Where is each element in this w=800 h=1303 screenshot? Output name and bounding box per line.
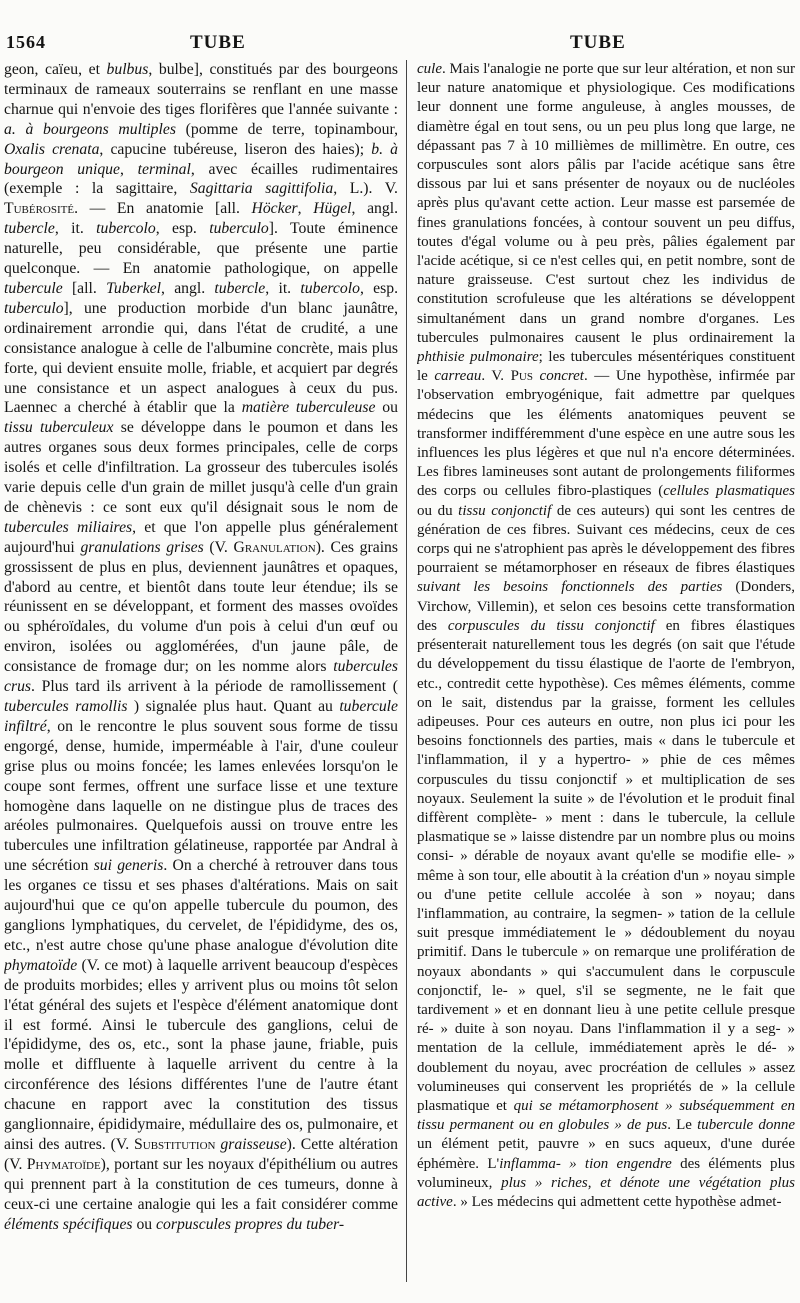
right-column-run: carreau (434, 368, 482, 385)
left-column-run: ou (132, 1215, 157, 1233)
left-column-run: granulations grises (80, 538, 204, 556)
left-column-run: Tubérosité (4, 200, 75, 218)
right-column-run: (Donders, Virchow, Villemin), et selon ces besoins cette transformation des (417, 579, 795, 634)
right-column-run: tubercule donne (697, 1117, 795, 1134)
left-column-run: phymatoïde (4, 956, 78, 974)
left-column-run: Granulation (233, 538, 316, 556)
left-column-run: ]. Toute éminence naturelle, peu considérable, que présente une partie quelconque. — En anatomie pathologique, on appelle (4, 220, 398, 278)
left-column-run: , et que l'on appelle plus généralement aujourd'hui (4, 518, 398, 556)
right-column-run: de ces auteurs) qui sont les centres de génération de ces fibres. Suivant ces médecins, ceux de ces corps qui ne s'atrophient pas après le développement des fibres pourraient se métamorphoser en réseaux de fibres élastiques (417, 502, 795, 577)
left-column-run: , (120, 160, 138, 178)
left-column-run: (V. (203, 538, 234, 556)
left-column-run: , bulbe], constitués par des bourgeons terminaux de rameaux souterrains se renflant en une masse charnue qui n'envoie des tiges florifères que l'année suivante : (4, 61, 398, 118)
right-column-run: . — Une hypothèse, infirmée par l'observation embryogénique, fait admettre par quelques médecins que les éléments anatomiques peuvent se transformer indifféremment d'une espèce en une autre sous les influences les plus légères et que nul n'a encore déterminées. Les fibres lamineuses sont autant de prolongements filiformes des corps ou cellules fibro-plastiques ( (417, 368, 795, 500)
left-column-run: ) signalée plus haut. Quant au (127, 698, 340, 715)
right-column-run: phthisie pulmonaire (417, 349, 539, 366)
page-number: 1564 (6, 32, 46, 52)
left-column-run: ). Cette altération (V. (4, 1135, 398, 1173)
left-column-run: bulbus (106, 61, 149, 78)
right-column-run: tissu conjonctif (458, 502, 552, 519)
right-column-run: Pus (510, 368, 533, 385)
left-column-run: , angl. (160, 279, 215, 297)
left-column (4, 60, 398, 1286)
left-column-run: tissu tuberculeux (4, 419, 114, 437)
left-column-run: , it. (54, 220, 97, 238)
right-column-run: , (587, 1174, 601, 1191)
left-column-run: , esp. (359, 279, 398, 297)
left-column-run: tubercules crus (4, 658, 398, 696)
left-column-run: corpuscules propres du tuber- (156, 1215, 345, 1233)
left-column-run: se développe dans le poumon et dans les autres organes sous deux formes principales, celle de corps isolés et celle d'infiltration. La grosseur des tubercules isolés varie depuis celle d'un grain de millet jusqu'à celle d'un grain de chènevis : ce sont eux qu'il désignait sous le nom de (4, 419, 398, 516)
right-column-run: . V. (481, 368, 511, 385)
right-column-run: qui se métamorphosent » subséquemment en tissu permanent ou en globules » de pus (417, 1097, 795, 1134)
right-column-run: suivant les besoins fonctionnels des parties (417, 579, 723, 596)
left-column-run: ). Ces grains grossissent de plus en plus, deviennent jaunâtres et opaques, d'abord au centre, et bientôt dans toute leur étendue; ils se réunissent en se développant, et forment des masses ovoïdes ou sphéroïdales, du volume d'un pois à celui d'un œuf ou environ, isolées ou agglomérées, d'un jaune pâle, de consistance de fromage dur; on les nomme alors (4, 538, 398, 676)
right-column-run: ; les tubercules mésentériques constituent le (417, 349, 795, 385)
left-column-run: ], une production morbide d'un blanc jaunâtre, ordinairement arrondie qui, dans l'état de crudité, a une consistance analogue à celle de l'albumine concrète, mais plus forte, qui devient ensuite molle, friable, et acquiert par degrés une consistance et un aspect analogues à ceux du pus. Laennec a cherché à établir que la (4, 299, 398, 417)
left-column-run: . On a cherché à retrouver dans tous les organes ce tissu et ses phases d'altérations. Mais on sait aujourd'hui que ce qu'on appelle tubercule du poumon, des ganglions lymphatiques, du cervelet, de l'épididyme, des os, etc., n'est autre chose qu'une phase analogue d'évolution dite (4, 857, 398, 954)
left-column-run: Höcker (251, 200, 298, 218)
left-column-run: tuberculo (4, 299, 64, 317)
right-column-run: plus » riches (501, 1174, 588, 1191)
left-column-run: tubercolo (96, 220, 156, 238)
right-column-run: concret (539, 368, 584, 385)
right-column-text (417, 60, 795, 1212)
left-column-run: , it. (265, 279, 301, 297)
left-column-run: , (297, 200, 314, 218)
right-column-run: un élément petit, pauvre » en sucs aqueux, d'une durée éphémère. L' (417, 1136, 795, 1172)
left-column-run: geon, caïeu, et (4, 61, 107, 78)
page-header (0, 28, 800, 56)
left-column-run: Tuberkel (106, 279, 161, 297)
left-column-run: , on le rencontre le plus souvent sous forme de tissu engorgé, dense, humide, imperméable à l'air, d'une couleur grise plus ou moins foncée; les lames enlevées lorsqu'on le coupe sont fermes, offrent une surface lisse et une texture homogène dans laquelle on ne distingue plus de traces des aréoles pulmonaires. Quelquefois aussi on trouve entre les tubercules une infiltration gélatineuse, rapportée par Andral à une sécrétion (4, 717, 398, 875)
left-column-run: Substitution (134, 1135, 216, 1153)
right-column-run: ou du (417, 502, 459, 519)
left-column-run: tubercule infiltré (4, 698, 398, 735)
right-column-run: corpuscules du tissu conjonctif (447, 617, 655, 634)
right-column-run: cule (417, 61, 442, 77)
left-column-run: éléments spécifiques (4, 1215, 133, 1233)
right-column (417, 60, 795, 1286)
left-column-run: (V. ce mot) à laquelle arrivent beaucoup d'espèces de produits morbides; elles y arrivent plus ou moins tôt selon l'état général des sujets et l'espèce d'élément anatomique dont il est formé. Ainsi le tubercule des ganglions, celui de l'épididyme, des os, etc., sont la phase jaune, friable, puis molle et diffluente à laquelle arrivent du centre à la circonférence des lésions différentes l'une de l'autre étant chacune en rapport avec la constitution des tissus ganglionnaire, épididymaire, médullaire des os, pulmonaire, et ainsi des autres. (V. (4, 956, 398, 1153)
left-column-run: tuberculo (209, 220, 269, 238)
left-column-run: tubercules ramollis (4, 698, 128, 715)
right-column-run: inflamma- » tion engendre (499, 1155, 672, 1172)
left-column-text (4, 60, 398, 1234)
column-divider (406, 60, 407, 1282)
left-column-run: , angl. (351, 200, 398, 218)
left-column-run: b. à bourgeon unique (4, 140, 398, 178)
left-column-run: . — En anatomie [all. (74, 200, 252, 218)
left-column-run: , capucine tubéreuse, liseron des haies); (99, 140, 372, 158)
running-head-left: TUBE (190, 32, 246, 53)
right-column-run: et dénote une végétation plus active (417, 1174, 795, 1210)
left-column-run: tubercle (214, 279, 266, 297)
left-column-run: [all. (62, 279, 107, 297)
left-column-run: matière tuberculeuse (241, 399, 376, 417)
left-column-run: tubercule (4, 279, 63, 297)
running-head-right: TUBE (570, 32, 626, 53)
left-column-run: (pomme de terre, topinambour, (175, 120, 398, 138)
right-column-run: des éléments plus volumineux, (417, 1155, 795, 1191)
right-column-run: . » Les médecins qui admettent cette hypothèse admet- (452, 1193, 782, 1210)
left-column-run: tubercolo (300, 279, 360, 297)
left-column-run: , L.). V. (333, 180, 398, 198)
right-column-run: . Mais l'analogie ne porte que sur leur altération, et non sur leur nature anatomique et physiologique. Ces modifications leur donnent une forme anguleuse, à angles mousses, de diamètre égal en tout sens, ou un peu plus long que large, ne dépassant pas 7 à 10 millièmes de millimètre. En outre, ces corpuscules sont alors pâlis par l'acide acétique sans être dissous par lui et sans présenter de noyaux ou de nucléoles après plus qu'avant cette action. Leur masse est parsemée de fines granulations foncées, à contour souvent un peu diffus, toutes d'égal volume ou à peu près, pâlies également par l'acide acétique, si ce n'est celles qui, en petit nombre, sont de nature graisseuse. C'est surtout chez les individus de constitution scrofuleuse que les altérations se développent simultanément dans un grand nombre d'organes. Les tubercules pulmonaires causent le plus ordinairement la (417, 61, 795, 346)
left-column-run: graisseuse (220, 1135, 287, 1153)
left-column-run: a. à bourgeons multiples (4, 120, 176, 138)
right-column-run: cellules plasmatiques (663, 483, 795, 500)
right-column-run: . Le (667, 1117, 698, 1134)
left-column-run: ou (375, 399, 398, 417)
left-column-run: terminal (137, 160, 191, 178)
left-column-run: , esp. (155, 220, 210, 238)
left-column-run: ), portant sur les noyaux d'épithélium ou autres qui prennent part à la constitution de ces tumeurs, donne à ceux-ci une certaine analogie qui les a fait considérer comme (4, 1155, 398, 1213)
left-column-run: Oxalis crenata (4, 140, 100, 158)
left-column-run: tubercle (4, 220, 55, 238)
left-column-run: sui generis (93, 857, 164, 875)
left-column-run: Sagittaria sagittifolia (189, 180, 334, 198)
left-column-run: , avec écailles rudimentaires (exemple : la sagittaire, (4, 160, 398, 198)
left-column-run: Phymatoïde (26, 1155, 101, 1173)
right-column-run: en fibres élastiques présenterait naturellement tous les degrés (on sait que l'étude du développement du tissu élastique de l'aorte de l'embryon, etc., contredit cette hypothèse). Ces mêmes éléments, comme on le sait, distendus par la graisse, forment les cellules adipeuses. Pour ces auteurs en outre, non plus ici pour les besoins fonctionnels des parties, mais « dans le tubercule et l'inflammation, il y a hypertro- » phie de ces mêmes corpuscules du tissu conjonctif » et multiplication de ses noyaux. Seulement la suite » de l'évolution et le produit final diffèrent complète- » ment : dans le tubercule, la cellule plasmatique se » laisse distendre par un nombre plus ou moins consi- » dérable de noyaux avant qu'elle se modifie elle- » même à son tour, elle aboutit à la création d'un » noyau simple ou d'une petite cellule accolée à son » noyau; dans l'inflammation, au contraire, la segmen- » tation de la cellule suit presque immédiatement le » dédoublement du noyau primitif. Dans le tubercule » on remarque une prolifération de noyaux abondants » qui s'accumulent dans le corpuscule conjonctif, le- » quel, s'il se segmente, ne le fait que tardivement » et en donnant lieu à une petite cellule presque ré- » duite à son noyau. Dans l'inflammation il y a seg- » mentation de la cellule, immédiatement après le dé- » doublement du noyau, avec procréation de cellules » assez volumineuses qui conservent les propriétés de » la cellule plasmatique et (417, 617, 795, 1114)
left-column-run: Hügel (313, 200, 352, 218)
left-column-run: . Plus tard ils arrivent à la période de ramollissement ( (31, 678, 398, 696)
left-column-run: tubercules miliaires (4, 518, 133, 536)
